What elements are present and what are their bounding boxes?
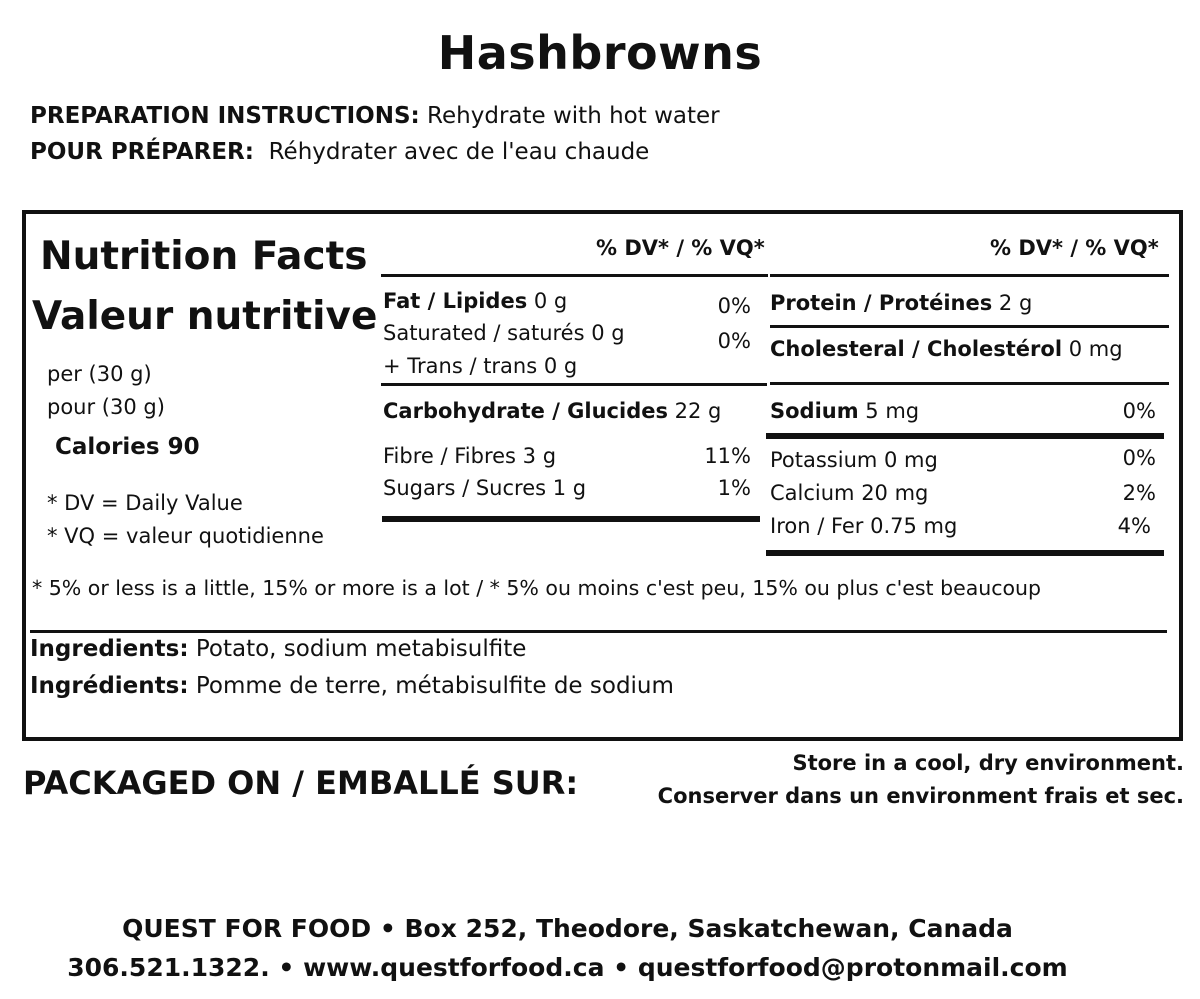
dv-footnote: * 5% or less is a little, 15% or more is a lot / * 5% ou moins c'est peu, 15% ou plus c'est beaucoup — [32, 576, 1042, 600]
calcium-row: Calcium 20 mg — [770, 481, 929, 505]
sodium-row — [770, 399, 919, 423]
preparation-label-fr: POUR PRÉPARER: — [30, 139, 254, 165]
sugars-row: Sugars / Sucres 1 g — [383, 476, 587, 500]
divider — [766, 550, 1164, 556]
preparation-instructions-fr — [30, 139, 649, 165]
carbohydrate-row — [383, 399, 721, 423]
fat-row — [383, 289, 567, 313]
calcium-percent: 2% — [1122, 481, 1156, 505]
divider — [770, 325, 1169, 328]
carbohydrate-label: Carbohydrate / Glucides — [383, 399, 668, 423]
divider — [381, 274, 768, 277]
ingredients-text-fr: Pomme de terre, métabisulfite de sodium — [188, 673, 674, 699]
protein-row — [770, 291, 1032, 315]
footer-contact: 306.521.1322. • www.questforfood.ca • questforfood@protonmail.com — [67, 953, 1068, 982]
sugars-percent: 1% — [717, 476, 751, 500]
ingredients-label-en: Ingredients: — [30, 636, 189, 662]
potassium-row: Potassium 0 mg — [770, 448, 938, 472]
sodium-amount: 5 mg — [858, 399, 920, 423]
fibre-row: Fibre / Fibres 3 g — [383, 444, 557, 468]
potassium-percent: 0% — [1122, 446, 1156, 470]
serving-size-fr: pour (30 g) — [47, 395, 165, 419]
fat-percent: 0% — [717, 294, 751, 318]
cholesterol-row — [770, 337, 1123, 361]
ingredients-fr — [30, 673, 674, 699]
ingredients-en — [30, 636, 526, 662]
preparation-text-fr: Réhydrater avec de l'eau chaude — [253, 139, 650, 165]
dv-note: * DV = Daily Value — [47, 491, 243, 515]
ingredients-label-fr: Ingrédients: — [30, 673, 189, 699]
divider — [770, 274, 1169, 277]
vq-note: * VQ = valeur quotidienne — [47, 524, 324, 548]
nutrition-facts-panel — [22, 210, 1183, 741]
nutrition-facts-heading: Nutrition Facts — [40, 234, 368, 279]
protein-label: Protein / Protéines — [770, 291, 993, 315]
cholesterol-amount: 0 mg — [1062, 337, 1123, 361]
storage-en: Store in a cool, dry environment. — [792, 751, 1184, 775]
cholesterol-label: Cholesteral / Cholestérol — [770, 337, 1063, 361]
dv-header-right: % DV* / % VQ* — [990, 236, 1159, 260]
fibre-percent: 11% — [704, 444, 751, 468]
preparation-instructions-en — [30, 103, 720, 129]
divider — [766, 433, 1164, 439]
divider — [30, 630, 1167, 633]
saturated-percent: 0% — [717, 329, 751, 353]
calories: Calories 90 — [55, 434, 200, 460]
product-title: Hashbrowns — [437, 26, 763, 80]
packaged-on-label: PACKAGED ON / EMBALLÉ SUR: — [23, 764, 579, 802]
fat-label: Fat / Lipides — [383, 289, 528, 313]
dv-header-left: % DV* / % VQ* — [596, 236, 765, 260]
trans-row: + Trans / trans 0 g — [383, 354, 578, 378]
divider — [382, 516, 760, 522]
ingredients-text-en: Potato, sodium metabisulfite — [188, 636, 527, 662]
iron-percent: 4% — [1117, 514, 1151, 538]
serving-size-en: per (30 g) — [47, 362, 152, 386]
valeur-nutritive-heading: Valeur nutritive — [32, 294, 378, 339]
protein-amount: 2 g — [992, 291, 1033, 315]
carbohydrate-amount: 22 g — [667, 399, 722, 423]
preparation-text-en: Rehydrate with hot water — [419, 103, 720, 129]
sodium-label: Sodium — [770, 399, 859, 423]
storage-fr: Conserver dans un environment frais et sec. — [657, 784, 1184, 808]
divider — [381, 383, 767, 386]
saturated-row: Saturated / saturés 0 g — [383, 321, 625, 345]
sodium-percent: 0% — [1122, 399, 1156, 423]
fat-amount: 0 g — [527, 289, 568, 313]
footer-address: QUEST FOR FOOD • Box 252, Theodore, Saskatchewan, Canada — [122, 914, 1013, 943]
preparation-label-en: PREPARATION INSTRUCTIONS: — [30, 103, 420, 129]
iron-row: Iron / Fer 0.75 mg — [770, 514, 958, 538]
divider — [770, 382, 1169, 385]
